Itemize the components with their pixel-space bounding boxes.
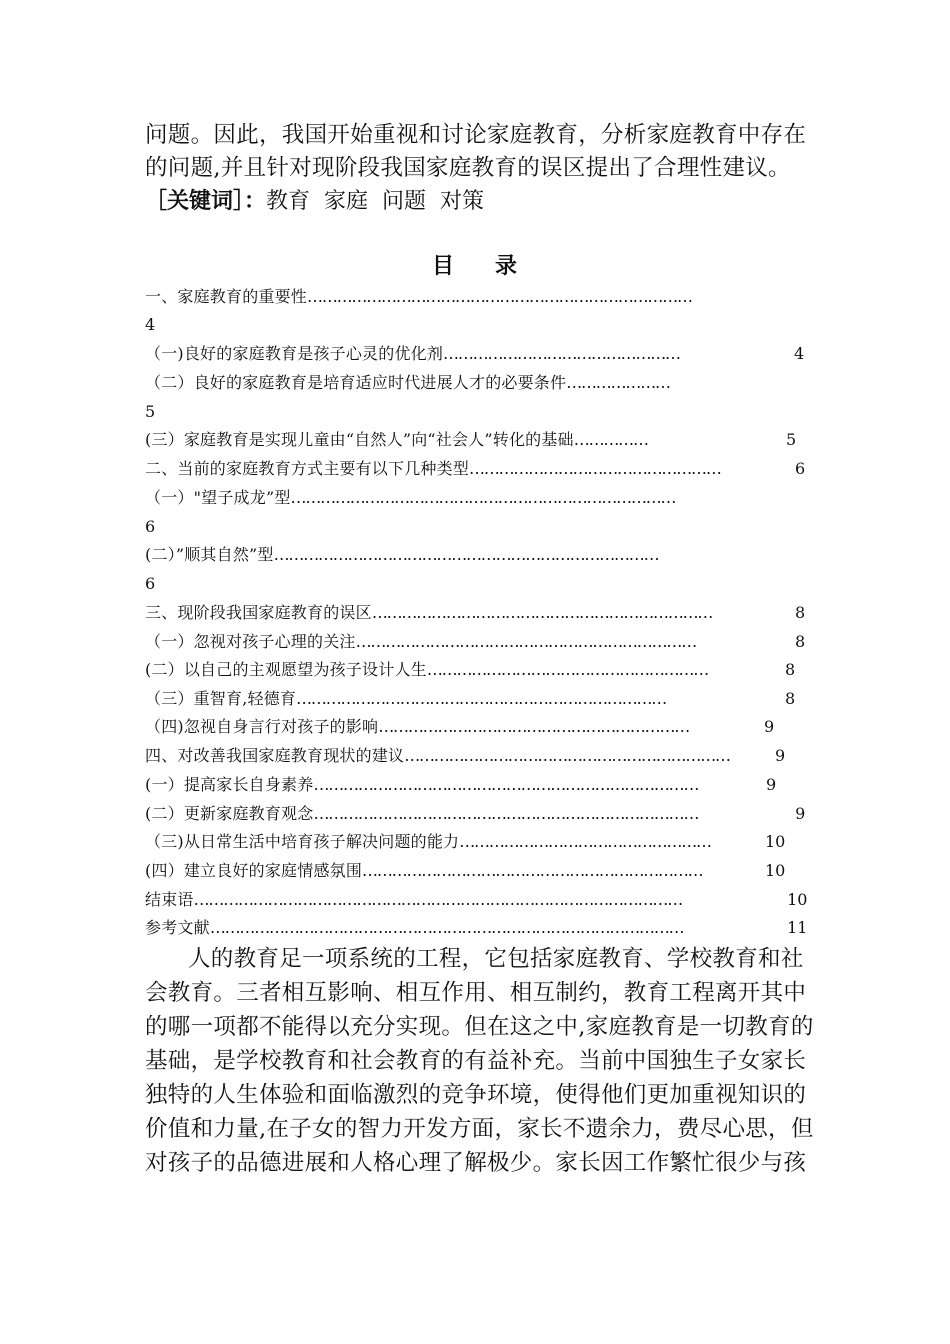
toc-entry-text: 一、家庭教育的重要性 [145, 287, 308, 306]
toc-leader-dots: ………………… [566, 373, 670, 392]
toc-entry-page: 8 [785, 660, 796, 679]
toc-entry-text: （一)良好的家庭教育是孩子心灵的优化剂 [145, 344, 444, 363]
toc-leader-dots: …………………………………………………………… [355, 632, 697, 651]
toc-entry-text: (三）家庭教育是实现儿童由“自然人”向“社会人”转化的基础 [145, 430, 574, 449]
toc-entry[interactable] [145, 861, 702, 881]
toc-entry[interactable] [145, 918, 683, 938]
toc-entry[interactable] [145, 373, 670, 393]
toc-entry-text: （三)从日常生活中培育孩子解决问题的能力 [145, 832, 460, 851]
toc-entry[interactable] [145, 287, 692, 307]
toc-entry-page: 9 [766, 775, 777, 794]
toc-entry[interactable] [145, 344, 680, 364]
toc-entry-text: （四)忽视自身言行对孩子的影响 [145, 717, 379, 736]
body-line-6: 价值和力量,在子女的智力开发方面，家长不遗余力，费尽心思，但 [145, 1116, 814, 1142]
toc-entry-page: 10 [765, 832, 786, 851]
toc-entry-text: 三、现阶段我国家庭教育的误区 [145, 603, 372, 622]
toc-entry-page: 8 [795, 632, 806, 651]
toc-leader-dots: …………………………………………………………… [362, 861, 703, 880]
keywords-label: ［关键词］： [145, 188, 267, 214]
toc-entry-page: 9 [790, 804, 806, 823]
toc-entry-page: 5 [786, 430, 797, 449]
intro-line-1: 问题。因此，我国开始重视和讨论家庭教育，分析家庭教育中存在 [145, 122, 807, 148]
toc-entry[interactable] [145, 689, 666, 709]
toc-entry[interactable] [145, 603, 712, 623]
toc-leader-dots: ………………………………………… [443, 344, 680, 363]
toc-entry-text: (二）”顺其自然”型 [145, 545, 274, 564]
toc-leader-dots: ………………………………………………… [426, 660, 709, 679]
toc-leader-dots: ……………………………………………………………………………………… [193, 890, 683, 909]
body-line-3: 的哪一项都不能得以充分实现。但在这之中,家庭教育是一切教育的 [145, 1014, 814, 1040]
toc-entry-page: 4 [145, 315, 156, 334]
toc-leader-dots: ………………………………………………………… [404, 746, 730, 765]
toc-entry-text: 结束语 [145, 890, 194, 909]
toc-entry-page: 10 [782, 890, 808, 909]
toc-leader-dots: …………… [573, 430, 648, 449]
toc-entry-text: (四）建立良好的家庭情感氛围 [145, 861, 363, 880]
toc-entry[interactable] [145, 890, 682, 910]
toc-title-char-1: 目 [431, 253, 455, 279]
body-line-5: 独特的人生体验和面临激烈的竞争环境，使得他们更加重视知识的 [145, 1082, 807, 1108]
toc-entry-text: (二）更新家庭教育观念 [145, 804, 314, 823]
toc-entry[interactable] [145, 804, 698, 824]
toc-entry-page: 8 [785, 689, 796, 708]
toc-leader-dots: ……………………………………………………… [378, 717, 690, 736]
body-line-1: 人的教育足一项系统的工程，它包括家庭教育、学校教育和社 [188, 946, 804, 972]
keywords-terms: 教育 家庭 问题 对策 [266, 189, 484, 214]
toc-entry[interactable] [145, 430, 648, 450]
toc-entry-text: （三）重智育,轻德育 [145, 689, 297, 708]
toc-entry-text: 四、对改善我国家庭教育现状的建议 [145, 746, 405, 765]
toc-entry[interactable] [145, 488, 675, 508]
toc-entry-text: （二）良好的家庭教育是培育适应时代进展人才的必要条件 [145, 373, 567, 392]
toc-leader-dots: …………………………………………………………… [371, 603, 713, 622]
toc-entry-text: 二、当前的家庭教育方式主要有以下几种类型 [145, 459, 470, 478]
toc-entry[interactable] [145, 632, 696, 652]
body-line-7: 对孩子的品德进展和人格心理了解极少。家长因工作繁忙很少与孩 [145, 1150, 807, 1176]
toc-entry-page: 10 [765, 861, 786, 880]
toc-leader-dots: …………………………………………… [469, 459, 721, 478]
toc-leader-dots: …………………………………………………………………… [307, 287, 692, 306]
toc-entry-text: (二）以自己的主观愿望为孩子设计人生 [145, 660, 427, 679]
toc-entry[interactable] [145, 545, 658, 565]
toc-entry-text: (一）提高家长自身素养 [145, 775, 314, 794]
toc-leader-dots: …………………………………………………………………… [313, 804, 699, 823]
toc-entry-page: 9 [764, 717, 775, 736]
toc-entry-page: 6 [145, 517, 156, 536]
body-line-2: 会教育。三者相互影响、相互作用、相互制约，教育工程离开其中 [145, 980, 807, 1006]
toc-entry-page: 4 [794, 344, 805, 363]
toc-entry-page: 9 [775, 746, 786, 765]
toc-leader-dots: ………………………………………………………………… [296, 689, 667, 708]
toc-entry-page: 6 [145, 574, 156, 593]
toc-leader-dots: …………………………………………………………………… [290, 488, 676, 507]
toc-title [0, 252, 950, 280]
toc-entry[interactable] [145, 717, 689, 737]
toc-entry-page: 6 [795, 459, 806, 478]
toc-entry-text: 参考文献 [145, 918, 210, 937]
toc-entry-text: （一）"望子成龙”型 [145, 488, 291, 507]
toc-entry-page: 11 [782, 918, 808, 937]
toc-entry[interactable] [145, 832, 711, 852]
intro-line-2: 的问题,并且针对现阶段我国家庭教育的误区提出了合理性建议。 [145, 155, 791, 181]
toc-title-char-2: 录 [495, 253, 519, 279]
toc-leader-dots: …………………………………………………………………… [313, 775, 699, 794]
toc-entry[interactable] [145, 459, 721, 479]
keywords-line [145, 186, 484, 217]
toc-entry[interactable] [145, 775, 698, 795]
toc-leader-dots: …………………………………………………………………………………… [209, 918, 684, 937]
toc-leader-dots: …………………………………………………………………… [273, 545, 659, 564]
toc-entry[interactable] [145, 660, 708, 680]
toc-entry[interactable] [145, 746, 730, 766]
body-line-4: 基础，是学校教育和社会教育的有益补充。当前中国独生子女家长 [145, 1048, 807, 1074]
toc-entry-text: （一）忽视对孩子心理的关注 [145, 632, 356, 651]
toc-entry-page: 5 [145, 402, 156, 421]
toc-entry-page: 8 [795, 603, 806, 622]
toc-leader-dots: …………………………………………… [459, 832, 711, 851]
